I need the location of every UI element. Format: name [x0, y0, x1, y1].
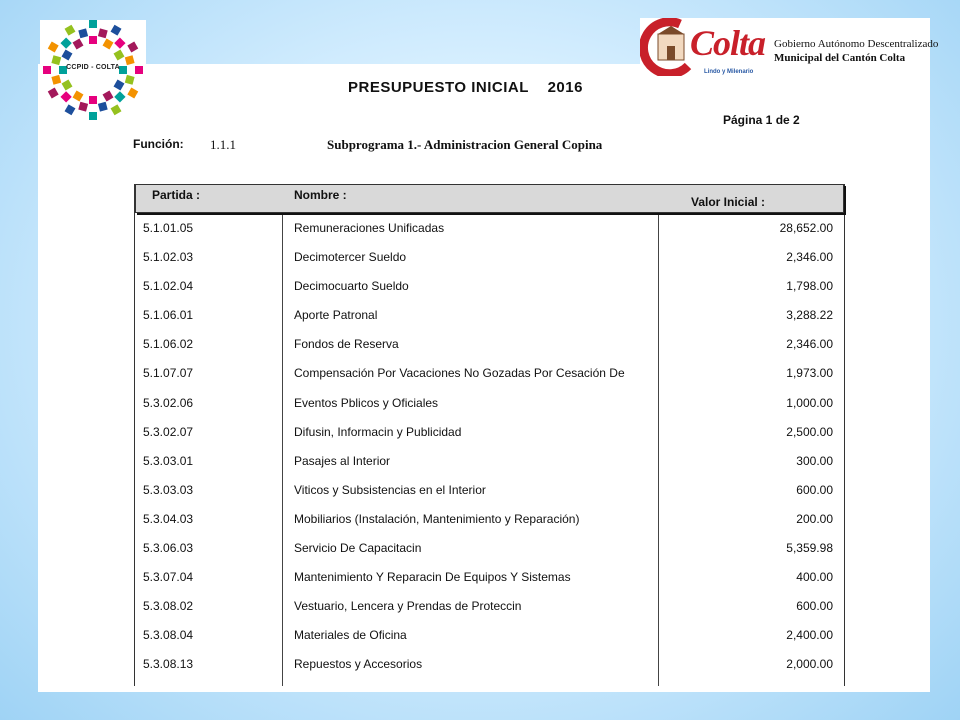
- valor-cell: 2,000.00: [786, 657, 833, 672]
- table-row: [135, 562, 844, 591]
- table-body: [135, 213, 844, 679]
- nombre-cell: Fondos de Reserva: [294, 337, 399, 352]
- header-valor-inicial: Valor Inicial :: [691, 195, 766, 209]
- nombre-cell: Repuestos y Accesorios: [294, 657, 423, 672]
- valor-cell: 5,359.98: [786, 541, 833, 556]
- partida-cell: 5.3.04.03: [143, 511, 194, 526]
- table-row: [135, 504, 844, 533]
- nombre-cell: Servicio De Capacitacin: [294, 541, 422, 556]
- valor-cell: 3,288.22: [786, 308, 833, 323]
- valor-cell: 1,000.00: [786, 395, 833, 410]
- partida-cell: 5.3.08.02: [143, 599, 194, 614]
- partida-cell: 5.3.07.04: [143, 570, 194, 585]
- partida-cell: 5.1.02.04: [143, 279, 194, 294]
- nombre-cell: Mantenimiento Y Reparacin De Equipos Y Sistemas: [294, 570, 571, 585]
- page-number: Página 1 de 2: [723, 113, 800, 127]
- valor-cell: 2,346.00: [786, 337, 833, 352]
- valor-cell: 200.00: [796, 511, 833, 526]
- valor-cell: 28,652.00: [779, 221, 833, 235]
- ccpid-logo: [40, 20, 146, 120]
- header-partida: Partida :: [152, 188, 201, 202]
- table-row: [135, 649, 844, 678]
- valor-cell: 2,500.00: [786, 424, 833, 439]
- header-nombre: Nombre :: [294, 188, 347, 202]
- valor-cell: 600.00: [796, 482, 833, 497]
- table-row: [135, 213, 844, 242]
- nombre-cell: Eventos Pblicos y Oficiales: [294, 395, 439, 410]
- nombre-cell: Remuneraciones Unificadas: [294, 221, 445, 235]
- valor-cell: 2,346.00: [786, 250, 833, 265]
- table-row: [135, 329, 844, 358]
- table-row: [135, 242, 844, 271]
- colta-emblem-icon: [640, 18, 696, 76]
- subprograma-title: Subprograma 1.- Administracion General Copina: [327, 137, 603, 152]
- nombre-cell: Compensación Por Vacaciones No Gozadas Por Cesación De: [294, 366, 625, 381]
- valor-cell: 2,400.00: [786, 628, 833, 643]
- partida-cell: 5.3.02.07: [143, 424, 194, 439]
- nombre-cell: Difusin, Informacin y Publicidad: [294, 424, 462, 439]
- partida-cell: 5.3.08.04: [143, 628, 194, 643]
- colta-tagline: Lindo y Milenario: [704, 69, 754, 75]
- title-year: 2016: [547, 79, 583, 96]
- partida-cell: 5.1.02.03: [143, 250, 194, 265]
- partida-cell: 5.3.02.06: [143, 395, 194, 410]
- nombre-cell: Mobiliarios (Instalación, Mantenimiento y Reparación): [294, 511, 580, 526]
- valor-cell: 300.00: [796, 453, 833, 468]
- nombre-cell: Viticos y Subsistencias en el Interior: [294, 482, 486, 497]
- table-row: [135, 446, 844, 475]
- valor-cell: 1,973.00: [786, 366, 833, 381]
- colta-wordmark: Colta: [690, 23, 766, 63]
- partida-cell: 5.1.06.02: [143, 337, 194, 352]
- nombre-cell: Materiales de Oficina: [294, 628, 407, 643]
- title-text: PRESUPUESTO INICIAL: [348, 79, 529, 96]
- partida-cell: 5.3.06.03: [143, 541, 194, 556]
- table-row: [135, 388, 844, 417]
- partida-cell: 5.3.03.03: [143, 482, 194, 497]
- ccpid-logo-text: CCPID - COLTA: [66, 64, 120, 71]
- table-row: [135, 300, 844, 329]
- partida-cell: 5.1.01.05: [143, 221, 194, 235]
- table-row: [135, 271, 844, 300]
- table-row: [135, 417, 844, 446]
- partida-cell: 5.1.07.07: [143, 366, 194, 381]
- gad-name-line2: Municipal del Cantón Colta: [774, 52, 906, 64]
- nombre-cell: Vestuario, Lencera y Prendas de Proteccin: [294, 599, 522, 614]
- table-row: [135, 591, 844, 620]
- valor-cell: 600.00: [796, 599, 833, 614]
- table-row: [135, 620, 844, 649]
- partida-cell: 5.1.06.01: [143, 308, 194, 323]
- table-row: [135, 533, 844, 562]
- budget-table: [134, 184, 845, 686]
- table-row: [135, 358, 844, 387]
- valor-cell: 1,798.00: [786, 279, 833, 294]
- colta-logo: [640, 18, 939, 78]
- nombre-cell: Decimotercer Sueldo: [294, 250, 407, 265]
- table-row: [135, 475, 844, 504]
- nombre-cell: Aporte Patronal: [294, 308, 378, 323]
- nombre-cell: Decimocuarto Sueldo: [294, 279, 409, 294]
- gad-name-line1: Gobierno Autónomo Descentralizado: [774, 38, 939, 50]
- funcion-label: Función:: [133, 137, 184, 151]
- table-header: [135, 184, 844, 213]
- nombre-cell: Pasajes al Interior: [294, 453, 391, 468]
- funcion-value: 1.1.1: [210, 137, 236, 152]
- document-title: [348, 79, 583, 96]
- valor-cell: 400.00: [796, 570, 833, 585]
- partida-cell: 5.3.03.01: [143, 453, 194, 468]
- partida-cell: 5.3.08.13: [143, 657, 194, 672]
